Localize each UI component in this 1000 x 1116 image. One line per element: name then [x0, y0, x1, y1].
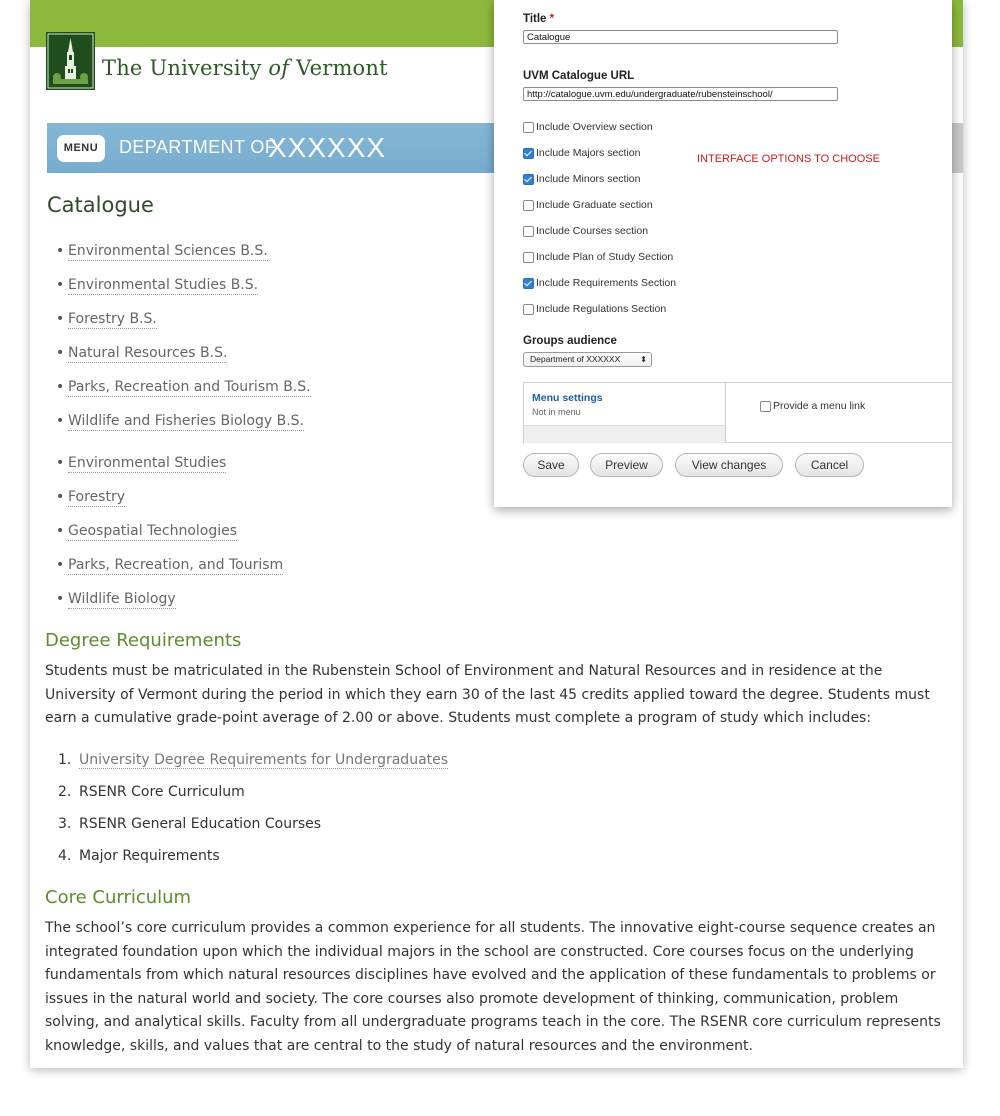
- bullet-icon: •: [56, 311, 65, 327]
- department-prefix: DEPARTMENT OF: [119, 137, 277, 157]
- list-item-label[interactable]: Environmental Studies B.S.: [68, 277, 259, 293]
- page-title: Catalogue: [47, 193, 154, 217]
- bullet-icon: •: [56, 413, 65, 429]
- groups-audience-label: Groups audience: [523, 335, 617, 347]
- edit-form-panel: [494, 0, 952, 507]
- core-curriculum-text: The school’s core curriculum provides a common experience for all students. The innovative eight-course sequence creates an integrated foundation upon which the individual majors in the school are constructed. Core courses focus on the underlying fundamentals from which natural resources disciplines have evolved and the application of these fundamentals to problems or issues in the natural world and society. The core courses also promote development of thinking, communication, problem solving, and analytical skills. Faculty from all undergraduate programs teach in the core. The RSENR core curriculum represents knowledge, skills, and values that are central to the study of natural resources and the environment.: [45, 920, 941, 1054]
- bullet-icon: •: [56, 277, 65, 293]
- bullet-icon: •: [56, 243, 65, 259]
- bullet-icon: •: [56, 489, 65, 505]
- checkbox-checked-icon[interactable]: [523, 278, 534, 289]
- department-name: XXXXXX: [268, 132, 387, 163]
- checkbox-icon[interactable]: [523, 252, 534, 263]
- bullet-icon: •: [56, 523, 65, 539]
- site-wordmark[interactable]: [102, 56, 388, 80]
- list-number: 3.: [58, 816, 72, 832]
- list-item-text: RSENR Core Curriculum: [79, 784, 245, 800]
- checkbox-checked-icon[interactable]: [523, 148, 534, 159]
- checkbox-label[interactable]: Include Courses section: [536, 225, 649, 237]
- view-changes-button[interactable]: View changes: [675, 453, 783, 477]
- checkbox-label[interactable]: Provide a menu link: [773, 400, 866, 412]
- list-number: 1.: [58, 752, 72, 768]
- checkbox-label[interactable]: Include Plan of Study Section: [536, 251, 674, 263]
- bullet-icon: •: [56, 345, 65, 361]
- checkbox-label[interactable]: Include Majors section: [536, 147, 641, 159]
- checkbox-label[interactable]: Include Minors section: [536, 173, 641, 185]
- bullet-icon: •: [56, 379, 65, 395]
- list-item-label[interactable]: Geospatial Technologies: [68, 523, 238, 539]
- select-arrows-icon: ⬍: [640, 355, 647, 364]
- groups-audience-value: Department of XXXXXX: [530, 354, 621, 364]
- list-item-label[interactable]: Wildlife Biology: [68, 591, 176, 607]
- list-item-label[interactable]: Parks, Recreation and Tourism B.S.: [68, 379, 311, 395]
- checkbox-icon[interactable]: [523, 226, 534, 237]
- bullet-icon: •: [56, 591, 65, 607]
- vertical-tab-spacer: [524, 425, 725, 443]
- list-number: 4.: [58, 848, 72, 864]
- save-button[interactable]: Save: [523, 453, 579, 477]
- bullet-icon: •: [56, 557, 65, 573]
- interface-options-annotation: INTERFACE OPTIONS TO CHOOSE: [697, 153, 880, 165]
- menu-settings-summary: Not in menu: [532, 407, 581, 417]
- requirements-link[interactable]: University Degree Requirements for Undergraduates: [79, 752, 449, 768]
- title-field-label: [523, 13, 554, 25]
- wordmark-vermont: Vermont: [296, 56, 388, 80]
- uvm-logo-icon[interactable]: [46, 32, 95, 90]
- list-item-label[interactable]: Environmental Sciences B.S.: [68, 243, 268, 259]
- list-item-label[interactable]: Wildlife and Fisheries Biology B.S.: [68, 413, 304, 429]
- wordmark-university: University: [149, 56, 262, 80]
- list-item-label[interactable]: Forestry B.S.: [68, 311, 157, 327]
- list-item-label[interactable]: Natural Resources B.S.: [68, 345, 228, 361]
- title-label-text: Title: [523, 13, 547, 25]
- menu-settings-tab[interactable]: [524, 383, 726, 442]
- list-item-text: Major Requirements: [79, 848, 220, 864]
- list-item-label[interactable]: Parks, Recreation, and Tourism: [68, 557, 284, 573]
- core-curriculum-heading: Core Curriculum: [45, 887, 192, 908]
- required-marker: *: [549, 13, 555, 25]
- checkbox-icon[interactable]: [523, 200, 534, 211]
- menu-settings-title[interactable]: Menu settings: [532, 392, 603, 404]
- preview-button[interactable]: Preview: [590, 453, 663, 477]
- list-item-label[interactable]: Forestry: [68, 489, 126, 505]
- wordmark-of: of: [268, 56, 290, 80]
- cancel-button[interactable]: Cancel: [795, 453, 864, 477]
- checkbox-label[interactable]: Include Overview section: [536, 121, 653, 133]
- list-item-text: RSENR General Education Courses: [79, 816, 322, 832]
- menu-button[interactable]: MENU: [57, 135, 105, 162]
- checkbox-icon[interactable]: [760, 401, 771, 412]
- checkbox-label[interactable]: Include Graduate section: [536, 199, 653, 211]
- list-item-label[interactable]: Environmental Studies: [68, 455, 227, 471]
- wordmark-the: The: [102, 56, 143, 80]
- checkbox-icon[interactable]: [523, 122, 534, 133]
- bullet-icon: •: [56, 455, 65, 471]
- checkbox-icon[interactable]: [523, 304, 534, 315]
- checkbox-label[interactable]: Include Requirements Section: [536, 277, 677, 289]
- menu-settings-box: [523, 382, 953, 443]
- catalogue-url-field[interactable]: [523, 87, 838, 101]
- groups-audience-select[interactable]: [523, 352, 652, 367]
- checkbox-label[interactable]: Include Regulations Section: [536, 303, 667, 315]
- list-number: 2.: [58, 784, 72, 800]
- title-field[interactable]: [523, 30, 838, 44]
- url-field-label: UVM Catalogue URL: [523, 70, 635, 82]
- degree-requirements-heading: Degree Requirements: [45, 630, 242, 651]
- degree-requirements-text: Students must be matriculated in the Rubenstein School of Environment and Natural Resources and in residence at the University of Vermont during the period in which they earn 30 of the last 45 credits applied toward the degree. Students must earn a cumulative grade-point average of 2.00 or above. Students must complete a program of study which includes:: [45, 663, 930, 726]
- checkbox-checked-icon[interactable]: [523, 174, 534, 185]
